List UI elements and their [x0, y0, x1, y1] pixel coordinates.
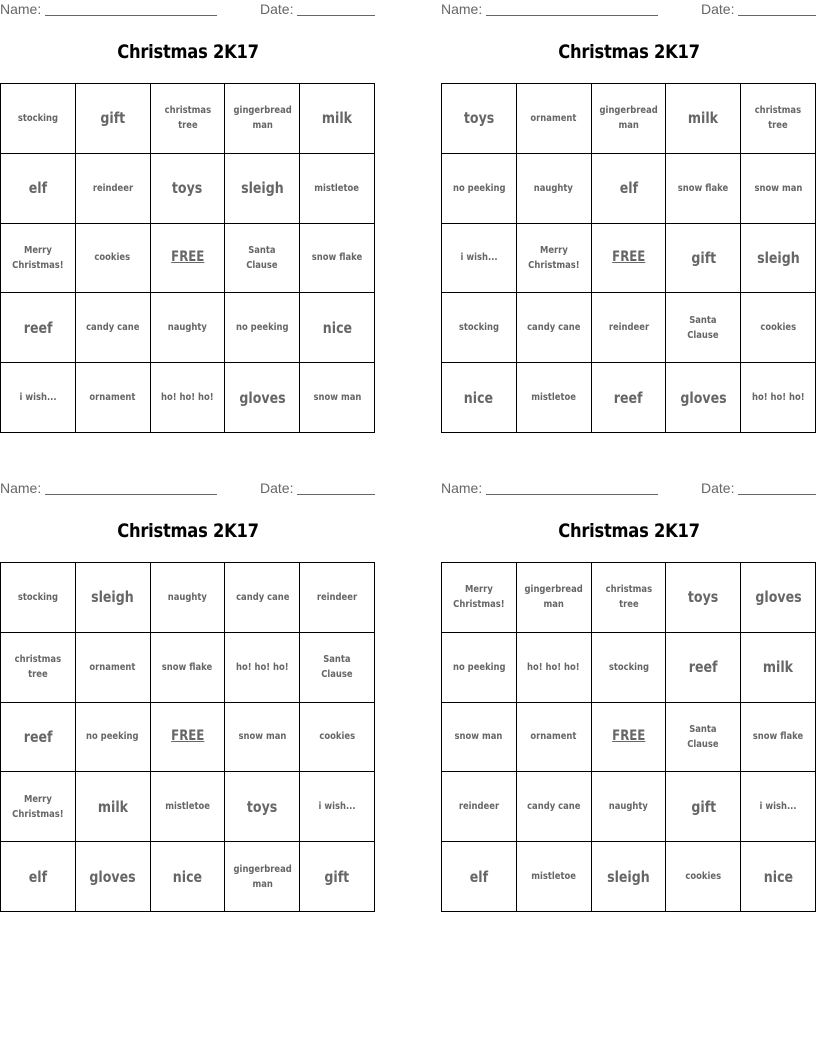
bingo-cell — [442, 563, 517, 633]
bingo-cell — [517, 84, 592, 154]
bingo-cell — [442, 772, 517, 842]
date-label: Date: — [701, 1, 735, 17]
bingo-cell-text: milk — [763, 658, 794, 677]
bingo-cell — [1, 633, 76, 703]
bingo-cell-text: i wish... — [318, 801, 356, 813]
bingo-cell — [517, 772, 592, 842]
bingo-cell-text: nice — [322, 318, 352, 337]
bingo-cell-text: i wish... — [460, 252, 498, 264]
bingo-cell — [666, 293, 741, 363]
bingo-cell-text: gift — [324, 867, 350, 886]
bingo-cell-text: sleigh — [240, 179, 284, 198]
bingo-cell — [76, 293, 151, 363]
bingo-cell — [442, 84, 517, 154]
bingo-cell — [592, 633, 667, 703]
bingo-cell-text: snow man — [754, 182, 803, 194]
card-header — [0, 480, 376, 500]
card-header — [441, 480, 816, 500]
bingo-cell-text: Santa Clause — [321, 654, 353, 681]
bingo-cell — [741, 772, 816, 842]
bingo-cell — [741, 363, 816, 433]
bingo-cell — [1, 842, 76, 912]
bingo-cell — [741, 224, 816, 294]
bingo-cell-text: ornament — [89, 661, 136, 673]
bingo-cell-text: Santa Clause — [687, 314, 719, 341]
bingo-cell — [442, 842, 517, 912]
bingo-cell — [741, 633, 816, 703]
bingo-cell-text: cookies — [94, 252, 131, 264]
bingo-cell — [151, 563, 226, 633]
bingo-cell — [76, 224, 151, 294]
bingo-cell — [517, 703, 592, 773]
bingo-cell-text: nice — [172, 867, 203, 886]
bingo-cell-text: snow man — [313, 392, 362, 404]
bingo-cell — [1, 772, 76, 842]
bingo-cell-text: gloves — [89, 867, 136, 886]
name-blank-line — [486, 15, 658, 16]
name-blank-line — [45, 494, 217, 495]
bingo-cell-text: nice — [763, 867, 793, 886]
bingo-cell — [300, 772, 375, 842]
card-header — [0, 1, 376, 21]
bingo-cell-text: ho! ho! ho! — [527, 661, 580, 673]
bingo-cell-text: gingerbread man — [599, 105, 658, 132]
bingo-cell — [592, 293, 667, 363]
bingo-cell — [300, 363, 375, 433]
bingo-cell-text: Santa Clause — [246, 244, 278, 271]
name-blank-line — [45, 15, 217, 16]
name-field — [441, 480, 658, 496]
bingo-cell — [225, 842, 300, 912]
bingo-cell — [1, 84, 76, 154]
bingo-cell-text: reindeer — [458, 801, 500, 813]
bingo-card-4 — [441, 479, 816, 913]
bingo-cell-text: elf — [28, 179, 48, 198]
bingo-cell-text: gloves — [239, 388, 286, 407]
card-title: Christmas 2K17 — [117, 520, 259, 542]
bingo-cell — [442, 154, 517, 224]
bingo-cell — [151, 154, 226, 224]
bingo-cell — [666, 224, 741, 294]
bingo-grid — [441, 562, 816, 912]
bingo-cell — [517, 293, 592, 363]
bingo-cell — [442, 293, 517, 363]
bingo-cell — [666, 154, 741, 224]
bingo-cell — [76, 703, 151, 773]
bingo-cell-text: stocking — [608, 661, 649, 673]
bingo-cell-text: no peeking — [452, 182, 506, 194]
bingo-cell-text: Merry Christmas! — [527, 244, 580, 271]
bingo-cell-text: Santa Clause — [687, 723, 719, 750]
bingo-cell-text: mistletoe — [165, 801, 210, 813]
bingo-cell — [592, 842, 667, 912]
bingo-cell — [151, 363, 226, 433]
bingo-cell — [225, 703, 300, 773]
bingo-cell — [517, 842, 592, 912]
bingo-cell-text: FREE — [170, 728, 205, 745]
bingo-cell-text: toys — [247, 797, 278, 816]
bingo-grid — [441, 83, 816, 433]
bingo-cell-text: reef — [23, 727, 53, 746]
name-field — [0, 1, 217, 17]
bingo-cell-text: reindeer — [608, 322, 649, 334]
bingo-cell — [225, 633, 300, 703]
bingo-cell — [741, 154, 816, 224]
bingo-cell — [225, 563, 300, 633]
bingo-cell-text: snow flake — [678, 182, 729, 194]
bingo-cell-text: mistletoe — [531, 392, 577, 404]
card-header — [441, 1, 816, 21]
bingo-cell — [76, 363, 151, 433]
bingo-cell — [592, 563, 667, 633]
bingo-cell-text: FREE — [611, 728, 646, 745]
bingo-cell-text: sleigh — [607, 867, 650, 886]
bingo-cell — [300, 293, 375, 363]
bingo-cell — [76, 563, 151, 633]
name-label: Name: — [441, 1, 483, 17]
bingo-cell-text: christmas tree — [754, 105, 802, 132]
name-label: Name: — [0, 480, 42, 496]
bingo-cell — [666, 703, 741, 773]
name-label: Name: — [441, 480, 483, 496]
bingo-cell — [76, 84, 151, 154]
bingo-cell-text: cookies — [319, 731, 355, 743]
bingo-cell-text: reindeer — [316, 591, 358, 603]
bingo-cell-text: candy cane — [86, 322, 140, 334]
bingo-cell-text: FREE — [611, 249, 646, 266]
bingo-cell-text: toys — [172, 179, 203, 198]
bingo-cell-text: ho! ho! ho! — [235, 661, 289, 673]
bingo-cell — [1, 224, 76, 294]
date-blank-line — [738, 15, 816, 16]
bingo-cell — [741, 293, 816, 363]
bingo-cell — [442, 224, 517, 294]
bingo-cell — [666, 563, 741, 633]
card-title: Christmas 2K17 — [558, 41, 700, 63]
bingo-cell — [666, 84, 741, 154]
bingo-cell-text: sleigh — [91, 588, 135, 607]
bingo-cell — [300, 224, 375, 294]
bingo-cell — [517, 224, 592, 294]
name-blank-line — [486, 494, 658, 495]
bingo-cell-text: gift — [690, 248, 716, 267]
bingo-cell-text: gingerbread man — [233, 105, 292, 132]
bingo-cell-text: snow man — [238, 731, 287, 743]
bingo-cell-text: naughty — [167, 591, 208, 603]
bingo-cell-text: elf — [469, 867, 489, 886]
bingo-cell — [592, 772, 667, 842]
bingo-cell-text: christmas tree — [164, 105, 211, 132]
bingo-cell — [517, 154, 592, 224]
bingo-cell-text: snow flake — [311, 252, 363, 264]
name-label: Name: — [0, 1, 42, 17]
date-label: Date: — [260, 480, 294, 496]
bingo-cell — [442, 703, 517, 773]
bingo-cell-text: candy cane — [235, 591, 289, 603]
bingo-cell — [151, 293, 226, 363]
bingo-cell-text: nice — [464, 388, 494, 407]
bingo-cell-text: christmas tree — [14, 654, 62, 681]
bingo-cell-text: reef — [688, 658, 718, 677]
bingo-cell-text: ornament — [530, 731, 577, 743]
bingo-cell — [741, 703, 816, 773]
bingo-cell — [151, 772, 226, 842]
bingo-cell — [517, 633, 592, 703]
bingo-cell-text: cookies — [760, 322, 796, 334]
date-field — [701, 1, 816, 17]
free-space-cell — [151, 703, 226, 773]
bingo-cell — [741, 563, 816, 633]
name-field — [0, 480, 217, 496]
date-field — [701, 480, 816, 496]
bingo-card-1 — [0, 0, 376, 434]
card-title: Christmas 2K17 — [117, 41, 259, 63]
date-label: Date: — [260, 1, 294, 17]
bingo-cell-text: naughty — [608, 801, 649, 813]
bingo-cell — [300, 84, 375, 154]
bingo-cell — [300, 703, 375, 773]
bingo-cell-text: naughty — [167, 322, 208, 334]
bingo-cell — [225, 363, 300, 433]
bingo-cell — [592, 84, 667, 154]
bingo-cell-text: mistletoe — [314, 182, 360, 194]
bingo-cell-text: reindeer — [92, 182, 133, 194]
bingo-cell-text: christmas tree — [605, 584, 652, 611]
bingo-cell — [76, 154, 151, 224]
bingo-cell — [592, 154, 667, 224]
bingo-cell-text: Merry Christmas! — [453, 584, 505, 611]
bingo-cell — [666, 842, 741, 912]
bingo-cell — [442, 633, 517, 703]
bingo-cell — [666, 772, 741, 842]
bingo-cell-text: gift — [690, 797, 716, 816]
bingo-cell — [666, 363, 741, 433]
bingo-cell-text: toys — [688, 588, 719, 607]
bingo-cell-text: stocking — [458, 322, 500, 334]
bingo-cell-text: no peeking — [452, 661, 506, 673]
bingo-cell-text: mistletoe — [531, 871, 577, 883]
bingo-cell — [592, 363, 667, 433]
bingo-cell — [666, 633, 741, 703]
bingo-cell-text: FREE — [170, 249, 205, 266]
bingo-cell-text: Merry Christmas! — [12, 244, 64, 271]
bingo-cell — [1, 563, 76, 633]
bingo-cell-text: cookies — [685, 871, 722, 883]
bingo-cell — [225, 772, 300, 842]
bingo-cell-text: milk — [688, 109, 719, 128]
bingo-cell-text: no peeking — [86, 731, 139, 743]
bingo-cell — [1, 703, 76, 773]
bingo-cell — [225, 224, 300, 294]
bingo-cell — [1, 293, 76, 363]
bingo-card-3 — [0, 479, 376, 913]
bingo-cell-text: naughty — [534, 182, 574, 194]
bingo-cell-text: gift — [100, 109, 126, 128]
bingo-cell-text: snow flake — [752, 731, 804, 743]
bingo-cell — [151, 84, 226, 154]
card-title: Christmas 2K17 — [558, 520, 700, 542]
date-blank-line — [297, 15, 375, 16]
bingo-cell — [225, 293, 300, 363]
bingo-cell — [225, 154, 300, 224]
bingo-cell-text: gloves — [754, 588, 802, 607]
bingo-cell-text: milk — [97, 797, 128, 816]
bingo-cell-text: sleigh — [756, 248, 800, 267]
bingo-cell — [517, 563, 592, 633]
bingo-cell-text: snow flake — [162, 661, 213, 673]
bingo-cell — [76, 842, 151, 912]
bingo-cell-text: Merry Christmas! — [12, 793, 64, 820]
bingo-cell-text: gingerbread man — [524, 584, 583, 611]
bingo-cell — [442, 363, 517, 433]
bingo-cell-text: reef — [614, 388, 643, 407]
bingo-cell — [1, 154, 76, 224]
bingo-cell-text: elf — [619, 179, 638, 198]
bingo-cell-text: i wish... — [759, 801, 797, 813]
bingo-grid — [0, 562, 375, 912]
bingo-cell — [151, 842, 226, 912]
bingo-cell-text: i wish... — [19, 392, 57, 404]
bingo-cell-text: ornament — [89, 392, 136, 404]
bingo-cell-text: reef — [23, 318, 53, 337]
date-blank-line — [297, 494, 375, 495]
bingo-cell — [741, 84, 816, 154]
bingo-cell — [741, 842, 816, 912]
bingo-card-2 — [441, 0, 816, 434]
bingo-cell-text: snow man — [454, 731, 503, 743]
bingo-cell — [300, 563, 375, 633]
bingo-cell — [517, 363, 592, 433]
bingo-cell-text: elf — [28, 867, 48, 886]
date-label: Date: — [701, 480, 735, 496]
bingo-cell — [300, 633, 375, 703]
bingo-cell-text: candy cane — [527, 801, 581, 813]
bingo-cell-text: gingerbread man — [233, 863, 292, 890]
bingo-cell-text: no peeking — [236, 322, 289, 334]
bingo-grid — [0, 83, 375, 433]
bingo-cell — [76, 633, 151, 703]
name-field — [441, 1, 658, 17]
bingo-cell-text: ornament — [530, 112, 577, 124]
bingo-cell — [151, 633, 226, 703]
bingo-cell — [1, 363, 76, 433]
free-space-cell — [592, 703, 667, 773]
bingo-cell — [225, 84, 300, 154]
free-space-cell — [151, 224, 226, 294]
bingo-cell — [300, 842, 375, 912]
bingo-cell-text: ho! ho! ho! — [161, 392, 214, 404]
bingo-cell — [300, 154, 375, 224]
bingo-cell-text: ho! ho! ho! — [751, 392, 805, 404]
date-field — [260, 480, 375, 496]
bingo-cell-text: toys — [463, 109, 495, 128]
bingo-cell-text: stocking — [17, 591, 59, 603]
bingo-cell-text: milk — [322, 109, 353, 128]
date-blank-line — [738, 494, 816, 495]
bingo-cell-text: stocking — [17, 112, 59, 124]
bingo-cell — [76, 772, 151, 842]
date-field — [260, 1, 375, 17]
bingo-cell-text: candy cane — [527, 322, 581, 334]
free-space-cell — [592, 224, 667, 294]
bingo-cell-text: gloves — [680, 388, 727, 407]
